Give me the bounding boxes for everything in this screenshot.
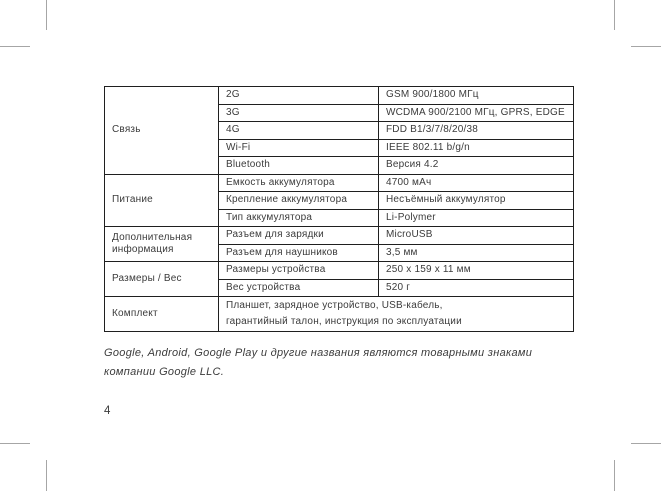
spec-param: Bluetooth: [219, 157, 379, 175]
spec-param: Размеры устройства: [219, 262, 379, 280]
trademark-notice-line1: Google, Android, Google Play и другие названия являются товарными знаками: [104, 347, 533, 359]
section-label: Питание: [105, 174, 219, 227]
spec-value: MicroUSB: [379, 227, 574, 245]
spec-row: [105, 227, 574, 245]
crop-mark-bottom-right-horizontal: [631, 443, 661, 444]
spec-param: Разъем для наушников: [219, 244, 379, 262]
spec-table: [104, 86, 574, 332]
section-label: Связь: [105, 87, 219, 175]
page-number: 4: [104, 405, 111, 417]
spec-value: 3,5 мм: [379, 244, 574, 262]
spec-row: [105, 174, 574, 192]
spec-param: Тип аккумулятора: [219, 209, 379, 227]
spec-value: Несъёмный аккумулятор: [379, 192, 574, 210]
spec-param: 4G: [219, 122, 379, 140]
trademark-notice-line2: компании Google LLC.: [104, 365, 225, 378]
spec-value: [219, 297, 574, 332]
spec-value: IEEE 802.11 b/g/n: [379, 139, 574, 157]
spec-value-line: Планшет, зарядное устройство, USB-кабель,: [226, 300, 443, 311]
spec-value: FDD B1/3/7/8/20/38: [379, 122, 574, 140]
spec-row: [105, 262, 574, 280]
spec-value: 4700 мАч: [379, 174, 574, 192]
spec-value: WCDMA 900/2100 МГц, GPRS, EDGE: [379, 104, 574, 122]
crop-mark-top-right-vertical: [614, 0, 615, 30]
spec-param: Крепление аккумулятора: [219, 192, 379, 210]
crop-mark-top-left-vertical: [46, 0, 47, 30]
spec-param: Wi-Fi: [219, 139, 379, 157]
spec-row: [105, 87, 574, 105]
spec-param: Емкость аккумулятора: [219, 174, 379, 192]
spec-value: 520 г: [379, 279, 574, 297]
crop-mark-bottom-left-horizontal: [0, 443, 30, 444]
spec-param: Разъем для зарядки: [219, 227, 379, 245]
spec-value: Li-Polymer: [379, 209, 574, 227]
spec-param: 3G: [219, 104, 379, 122]
spec-value: Версия 4.2: [379, 157, 574, 175]
section-label: Дополнительная информация: [105, 227, 219, 262]
spec-param: 2G: [219, 87, 379, 105]
spec-row: [105, 297, 574, 332]
spec-param: Вес устройства: [219, 279, 379, 297]
crop-mark-top-right-horizontal: [631, 46, 661, 47]
crop-mark-top-left-horizontal: [0, 46, 30, 47]
crop-mark-bottom-right-vertical: [614, 460, 615, 491]
spec-value: GSM 900/1800 МГц: [379, 87, 574, 105]
section-label: Комплект: [105, 297, 219, 332]
spec-value-line: гарантийный талон, инструкция по эксплуатации: [226, 316, 462, 327]
trademark-notice: [104, 344, 532, 381]
crop-mark-bottom-left-vertical: [46, 460, 47, 491]
spec-value: 250 x 159 x 11 мм: [379, 262, 574, 280]
section-label: Размеры / Вес: [105, 262, 219, 297]
